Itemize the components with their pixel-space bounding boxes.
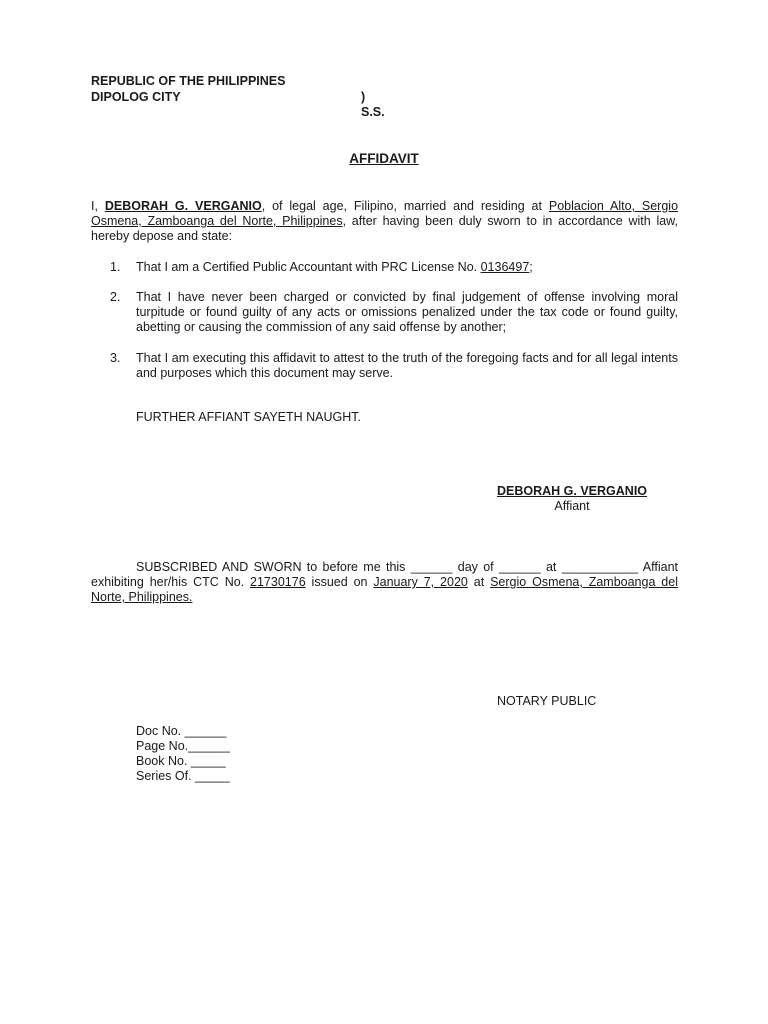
list-item: [110, 260, 678, 275]
affiant-address: Poblacion Alto, Sergio Osmena, Zamboanga del Norte, Philippines: [91, 199, 679, 228]
notarial-register-refs: [136, 724, 230, 784]
title-text: AFFIDAVIT: [349, 151, 419, 166]
list-item: [110, 290, 678, 335]
ctc-issue-place: Sergio Osmena, Zamboanga del Norte, Philippines.: [91, 575, 678, 604]
signature-role: Affiant: [554, 499, 590, 513]
list-item: [110, 351, 678, 381]
jurat-issued: issued on: [305, 575, 374, 589]
item-number: 2.: [110, 290, 121, 304]
page-no: Page No.______: [136, 739, 230, 753]
further-affiant-statement: FURTHER AFFIANT SAYETH NAUGHT.: [136, 410, 362, 424]
item-1-text: That I am a Certified Public Accountant with PRC License No.: [136, 260, 481, 274]
ctc-number: 21730176: [250, 575, 306, 589]
item-text: That I am executing this affidavit to attest to the truth of the foregoing facts and for all legal intents and purposes which this document may serve.: [136, 351, 678, 380]
ctc-issue-date: January 7, 2020: [373, 575, 468, 589]
city-name: DIPOLOG CITY: [91, 90, 181, 104]
notary-public-label: NOTARY PUBLIC: [497, 694, 597, 708]
venue-heading: [91, 74, 391, 119]
city-line: [91, 90, 391, 119]
jurat-text: SUBSCRIBED AND SWORN to before me this ______ day of ______ at ___________ Affiant exhibiting her/his CTC No.: [91, 560, 678, 589]
republic-line: REPUBLIC OF THE PHILIPPINES: [91, 74, 286, 88]
jurat-at: at: [467, 575, 491, 589]
affiant-signature-block: [497, 484, 647, 514]
intro-prefix: I,: [91, 199, 105, 213]
item-1-end: ;: [529, 260, 533, 274]
series-of: Series Of. _____: [136, 769, 230, 783]
affiant-name: DEBORAH G. VERGANIO: [104, 199, 262, 213]
item-text: [136, 260, 678, 275]
ss-mark: ) S.S.: [361, 90, 385, 119]
item-number: 1.: [110, 260, 121, 274]
doc-no: Doc No. ______: [136, 724, 227, 738]
book-no: Book No. _____: [136, 754, 226, 768]
intro-suffix: , after having been duly sworn to in accordance with law, hereby depose and state:: [91, 214, 678, 243]
item-text: That I have never been charged or convicted by final judgement of offense involving moral turpitude or found guilty of any acts or omissions penalized under the tax code or found guilty, abetting or causing the commission of any said offense by another;: [136, 290, 678, 334]
document-title: [0, 151, 768, 166]
jurat-paragraph: [91, 560, 678, 605]
item-number: 3.: [110, 351, 121, 365]
intro-paragraph: [91, 199, 678, 244]
intro-mid: , of legal age, Filipino, married and residing at: [261, 199, 549, 213]
prc-license-number: 0136497: [480, 260, 530, 274]
signature-name: DEBORAH G. VERGANIO: [497, 484, 648, 498]
